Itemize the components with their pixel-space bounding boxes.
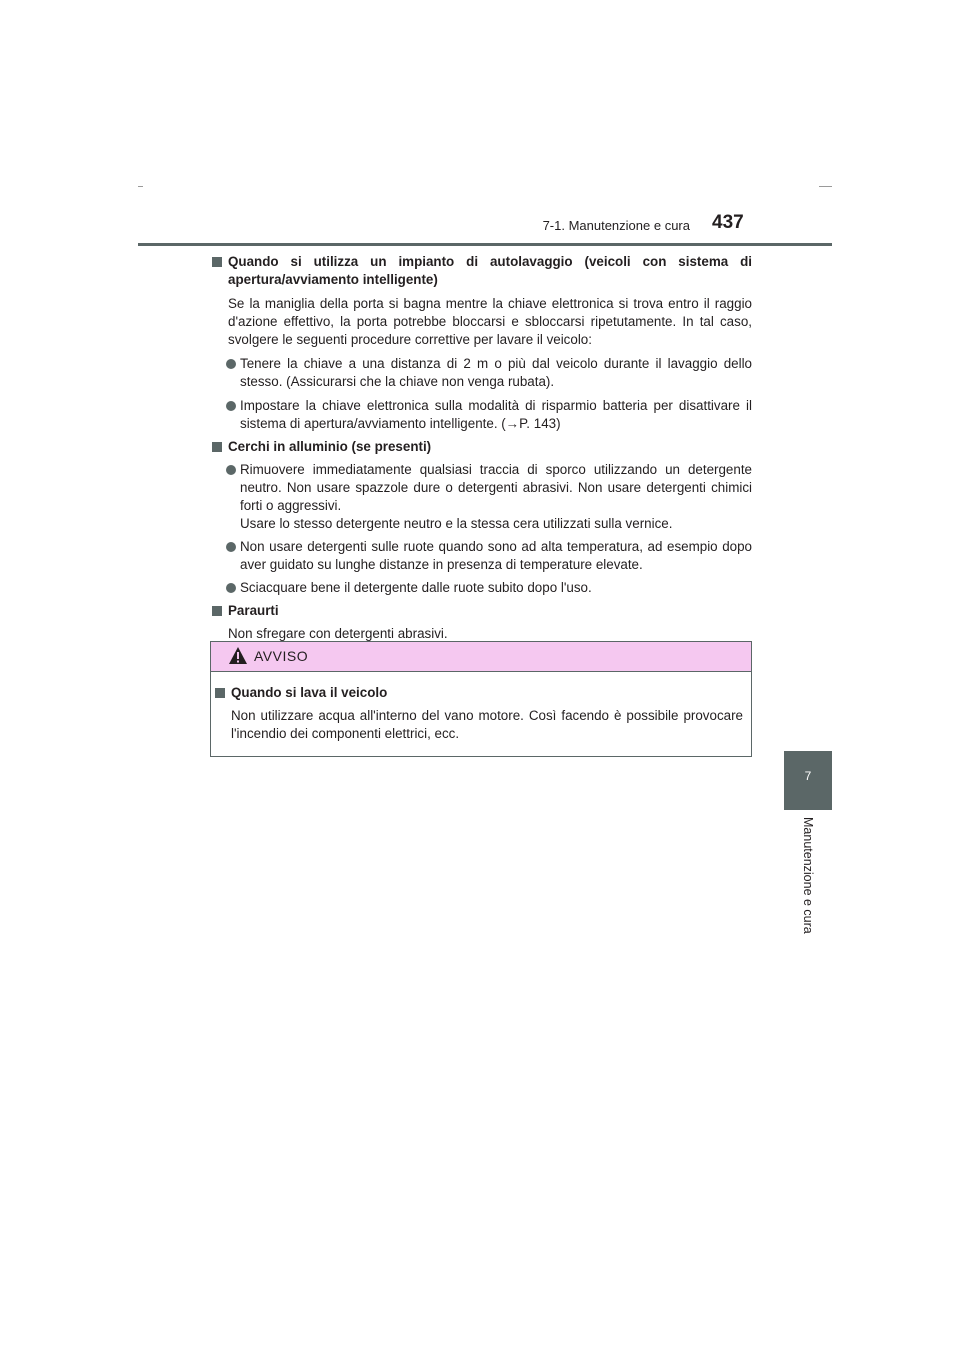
warning-box xyxy=(210,641,752,757)
alloy-wheels-bullet-2 xyxy=(210,538,752,574)
chapter-tab xyxy=(784,751,832,810)
warning-heading xyxy=(213,684,743,702)
crop-mark-left xyxy=(138,186,143,187)
alloy-wheels-heading-text: Cerchi in alluminio (se presenti) xyxy=(228,439,432,454)
bumpers-paragraph: Non sfregare con detergenti abrasivi. xyxy=(228,626,448,641)
car-wash-bullet-2-text: Impostare la chiave elettronica sulla modalità di risparmio batteria per disattivare il sistema di apertura/avviamento intelligente. (→P. 143) xyxy=(240,398,752,431)
alloy-wheels-bullet-2-text: Non usare detergenti sulle ruote quando sono ad alta temperatura, ad esempio dopo aver guidato su lunghe distanze in presenza di temperature elevate. xyxy=(240,539,752,572)
car-wash-bullet-2 xyxy=(210,397,752,433)
header-rule xyxy=(138,243,832,246)
main-content xyxy=(210,253,752,643)
car-wash-heading-text: Quando si utilizza un impianto di autolavaggio (veicoli con sistema di apertura/avviamento intelligente) xyxy=(228,254,752,287)
alloy-wheels-bullet-1-text: Rimuovere immediatamente qualsiasi traccia di sporco utilizzando un detergente neutro. Non usare spazzole dure o detergenti abrasivi. Non usare detergenti chimici forti o aggressivi. xyxy=(240,462,752,513)
warning-title: AVVISO xyxy=(254,648,309,664)
chapter-number: 7 xyxy=(804,769,812,783)
square-bullet-icon xyxy=(212,442,222,452)
round-bullet-icon xyxy=(226,583,236,593)
alloy-wheels-bullet-1 xyxy=(210,461,752,533)
crop-mark-right xyxy=(819,186,832,187)
warning-body xyxy=(213,684,743,743)
chapter-side-label-text: Manutenzione e cura xyxy=(801,817,815,934)
round-bullet-icon xyxy=(226,401,236,411)
round-bullet-icon xyxy=(226,542,236,552)
alloy-wheels-bullet-3 xyxy=(210,579,752,597)
page-number: 437 xyxy=(712,212,744,233)
warning-triangle-icon xyxy=(228,646,248,665)
round-bullet-icon xyxy=(226,465,236,475)
car-wash-bullet-1-text: Tenere la chiave a una distanza di 2 m o più dal veicolo durante il lavaggio dello stesso. (Assicurarsi che la chiave non venga rubata). xyxy=(240,356,752,389)
car-wash-paragraph: Se la maniglia della porta si bagna mentre la chiave elettronica si trova entro il raggio d'azione effettivo, la porta potrebbe bloccarsi e sbloccarsi ripetutamente. In tal caso, svolgere le seguenti procedure correttive per lavare il veicolo: xyxy=(228,296,752,347)
car-wash-heading xyxy=(210,253,752,289)
bumpers-heading xyxy=(210,602,752,620)
car-wash-bullet-1 xyxy=(210,355,752,391)
warning-header xyxy=(211,642,751,672)
alloy-wheels-bullet-3-text: Sciacquare bene il detergente dalle ruote subito dopo l'uso. xyxy=(240,580,592,595)
warning-heading-text: Quando si lava il veicolo xyxy=(231,685,388,700)
square-bullet-icon xyxy=(212,257,222,267)
square-bullet-icon xyxy=(212,606,222,616)
bumpers-heading-text: Paraurti xyxy=(228,603,279,618)
square-bullet-icon xyxy=(215,688,225,698)
round-bullet-icon xyxy=(226,359,236,369)
alloy-wheels-heading xyxy=(210,438,752,456)
warning-text: Non utilizzare acqua all'interno del vano motore. Così facendo è possibile provocare l'incendio dei componenti elettrici, ecc. xyxy=(231,708,743,741)
alloy-wheels-bullet-1-text-2: Usare lo stesso detergente neutro e la stessa cera utilizzati sulla vernice. xyxy=(240,516,673,531)
